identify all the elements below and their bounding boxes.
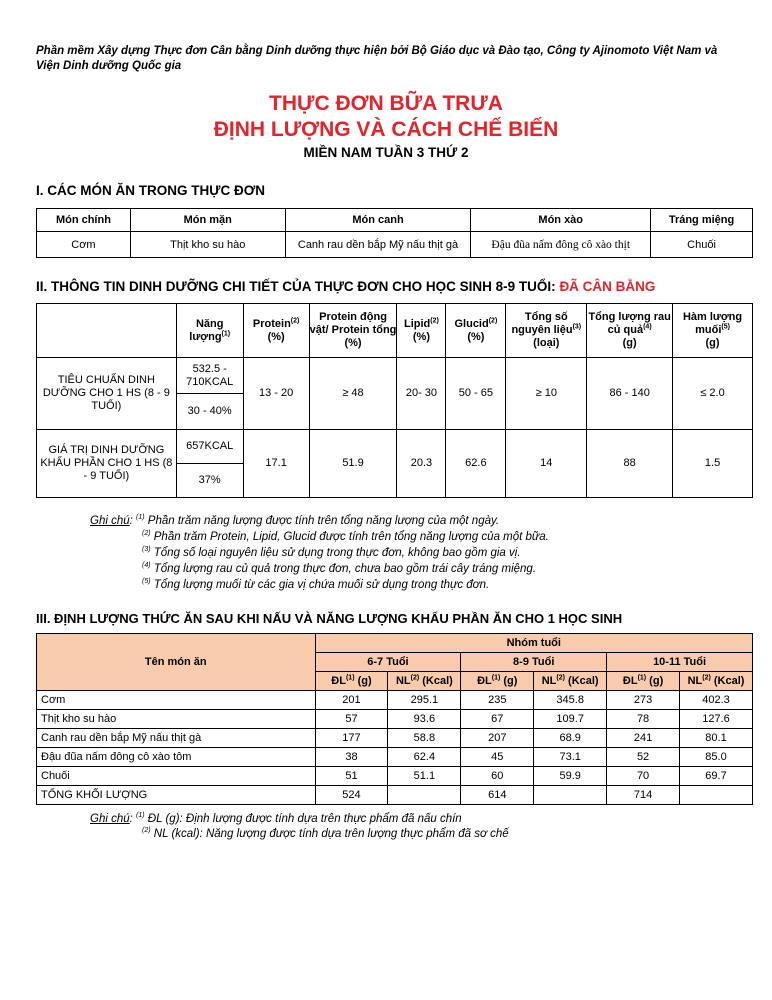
- table-cell: [388, 786, 461, 805]
- notes-label: Ghi chú: [90, 515, 130, 527]
- table-cell: 402.3: [680, 691, 753, 710]
- footnote-ref: (1): [345, 674, 355, 682]
- table-header-lipid: [397, 304, 446, 358]
- table-header: Món mặn: [130, 209, 285, 232]
- table-row: [37, 710, 753, 729]
- header-label: NL: [395, 675, 411, 687]
- table-header-row: [37, 634, 753, 653]
- table-cell: 109.7: [534, 710, 607, 729]
- table-cell: 714: [607, 786, 680, 805]
- table-cell: 67: [461, 710, 534, 729]
- header-unit: (%): [467, 330, 485, 343]
- column-header-dl: [607, 672, 680, 691]
- table-cell: Chuối: [651, 232, 753, 258]
- row-label-actual: GIÁ TRỊ DINH DƯỠNG KHẨU PHẦN CHO 1 HS (8 - 9 TUỔI): [37, 430, 177, 498]
- footnote-ref: (2): [410, 674, 420, 682]
- table-header-energy: [176, 304, 243, 358]
- header-unit: (%): [344, 337, 362, 349]
- table-cell: [680, 786, 753, 805]
- table-header-protein: [243, 304, 309, 358]
- table-header: Món canh: [285, 209, 471, 232]
- column-header-dl: [315, 672, 388, 691]
- table-cell: 30 - 40%: [176, 394, 243, 430]
- note-line: Ghi chú: $^{(1)}$ Phần trăm năng lượng được tính trên tổng năng lượng của một ngày.: [90, 514, 500, 527]
- table-header-ingredients: [506, 304, 587, 358]
- header-label: Glucid: [454, 317, 489, 330]
- header-label: NL: [541, 675, 557, 687]
- table-cell: 60: [461, 767, 534, 786]
- note-text: Phần trăm Protein, Lipid, Glucid được tính trên tổng năng lượng của một bữa.: [150, 531, 549, 543]
- note-line: [90, 827, 509, 842]
- footnote-ref: (2): [702, 674, 711, 682]
- table-cell: 45: [461, 748, 534, 767]
- empty-header: [37, 304, 177, 358]
- table-header: Tráng miệng: [651, 209, 753, 232]
- table-cell: 273: [607, 691, 680, 710]
- section1-heading: I. CÁC MÓN ĂN TRONG THỰC ĐƠN: [36, 183, 265, 198]
- header-unit: (g): [646, 675, 664, 687]
- footnote-ref: (2): [556, 674, 565, 682]
- header-unit: (Kcal): [419, 675, 453, 687]
- header-label: ĐL: [477, 675, 492, 687]
- header-note: Phần mềm Xây dựng Thực đơn Cân bằng Dinh dưỡng thực hiện bởi Bộ Giáo dục và Đào tạo, Công ty Ajinomoto Việt Nam và Viện Dinh dưỡng Quốc gia: [36, 45, 718, 72]
- header-label: Protein động vật/ Protein tổng: [309, 311, 397, 336]
- note-text: Tổng số loại nguyên liệu sử dụng trong thực đơn, không bao gồm gia vị.: [150, 547, 521, 559]
- age-group-6-7: 6-7 Tuổi: [315, 653, 461, 672]
- page-subtitle: MIỀN NAM TUẦN 3 THỨ 2: [303, 145, 469, 160]
- header-label: Tổng số nguyên liệu: [511, 311, 573, 336]
- note-line: [90, 545, 549, 561]
- table-cell: 52: [607, 748, 680, 767]
- table-cell: 345.8: [534, 691, 607, 710]
- table-header-dish: Tên món ăn: [37, 634, 316, 691]
- footnote-ref: (5): [142, 578, 151, 586]
- table-cell: 17.1: [243, 430, 309, 498]
- table-header: Món xào: [471, 209, 651, 232]
- table-header-salt: [673, 304, 753, 358]
- table-header-glucid: [446, 304, 506, 358]
- table-cell: 1.5: [673, 430, 753, 498]
- header-unit: (%): [412, 330, 430, 343]
- table-header-row: [37, 304, 753, 358]
- table-row: [37, 767, 753, 786]
- table-cell: 524: [315, 786, 388, 805]
- note-text: Tổng lượng muối từ các gia vị chứa muối sử dụng trong thực đơn.: [150, 579, 490, 591]
- footnote-ref: (3): [142, 546, 151, 554]
- header-label: Hàm lượng muối: [682, 311, 743, 336]
- table-row: [37, 729, 753, 748]
- footnote-ref: (5): [721, 323, 730, 331]
- table-cell: 235: [461, 691, 534, 710]
- note-line: Ghi chú: $^{(1)}$ ĐL (g): Định lượng được tính dựa trên thực phẩm đã nấu chín: [90, 812, 462, 825]
- table-cell: 20.3: [397, 430, 446, 498]
- age-group-8-9: 8-9 Tuổi: [461, 653, 607, 672]
- header-label: ĐL: [622, 675, 638, 687]
- header-label: Tổng lượng rau củ quả: [588, 311, 671, 336]
- dish-name: Canh rau dền bắp Mỹ nấu thịt gà: [37, 729, 316, 748]
- dishes-table: [36, 208, 753, 258]
- footnote-ref: (4): [142, 562, 151, 570]
- table-cell: 59.9: [534, 767, 607, 786]
- header-unit: (g): [354, 675, 372, 687]
- footnote-ref: (1): [136, 812, 145, 820]
- table-cell: 70: [607, 767, 680, 786]
- footnote-ref: (4): [643, 323, 652, 331]
- row-label-standard: TIÊU CHUẨN DINH DƯỠNG CHO 1 HS (8 - 9 TUỔI): [37, 358, 177, 430]
- table-row-actual: [37, 430, 753, 464]
- table-cell: ≥ 48: [309, 358, 397, 430]
- table-cell: 13 - 20: [243, 358, 309, 430]
- note-text: Phần trăm năng lượng được tính trên tổng năng lượng của một ngày.: [144, 515, 500, 527]
- quantity-table: [36, 633, 753, 805]
- note-line: [90, 577, 549, 593]
- age-group-10-11: 10-11 Tuổi: [607, 653, 753, 672]
- header-label: Protein: [252, 317, 291, 330]
- table-cell: 177: [315, 729, 388, 748]
- table-cell: 73.1: [534, 748, 607, 767]
- header-unit: (g): [622, 337, 637, 349]
- nutrition-table: [36, 303, 753, 498]
- table-cell: 657KCAL: [176, 430, 243, 464]
- column-header-nl: [680, 672, 753, 691]
- column-header-nl: [534, 672, 607, 691]
- table-cell: 93.6: [388, 710, 461, 729]
- table-cell: 20- 30: [397, 358, 446, 430]
- section3-notes: [90, 812, 509, 842]
- table-cell: ≥ 10: [506, 358, 587, 430]
- dish-name: Cơm: [37, 691, 316, 710]
- table-cell: 86 - 140: [587, 358, 673, 430]
- table-row: [37, 748, 753, 767]
- header-label: NL: [687, 675, 703, 687]
- balance-status: ĐÃ CÂN BẰNG: [559, 279, 656, 294]
- footnote-ref: (2): [142, 827, 151, 835]
- dish-name: Chuối: [37, 767, 316, 786]
- column-header-nl: [388, 672, 461, 691]
- table-cell: Đậu đũa nấm đông cô xào thịt: [471, 232, 651, 258]
- header-unit: (%): [267, 330, 285, 343]
- note-line: [90, 529, 549, 545]
- table-cell: 295.1: [388, 691, 461, 710]
- footnote-ref: (2): [142, 530, 151, 538]
- notes-label: Ghi chú: [90, 813, 130, 825]
- table-cell: 51.1: [388, 767, 461, 786]
- section2-heading-text: II. THÔNG TIN DINH DƯỠNG CHI TIẾT CỦA THỰC ĐƠN CHO HỌC SINH 8-9 TUỔI:: [36, 279, 560, 294]
- header-unit: (g): [705, 337, 720, 349]
- table-header-row: [37, 209, 753, 232]
- note-text: ĐL (g): Định lượng được tính dựa trên thực phẩm đã nấu chín: [144, 813, 462, 825]
- table-cell: 78: [607, 710, 680, 729]
- table-cell: 614: [461, 786, 534, 805]
- column-header-dl: [461, 672, 534, 691]
- header-unit: (Kcal): [710, 675, 745, 687]
- footnote-ref: (1): [637, 674, 647, 682]
- header-unit: (g): [500, 675, 518, 687]
- table-row-standard: [37, 358, 753, 394]
- table-cell: 68.9: [534, 729, 607, 748]
- header-label: Năng lượng: [189, 317, 224, 343]
- table-cell: 85.0: [680, 748, 753, 767]
- page-title: THỰC ĐƠN BỮA TRƯA: [269, 92, 503, 115]
- table-cell: 37%: [176, 464, 243, 498]
- table-cell: 51.9: [309, 430, 397, 498]
- table-cell: Canh rau dền bắp Mỹ nấu thịt gà: [285, 232, 471, 258]
- table-row: [37, 232, 753, 258]
- footnote-ref: (1): [491, 674, 501, 682]
- table-cell: 57: [315, 710, 388, 729]
- table-cell: 201: [315, 691, 388, 710]
- section2-heading: [36, 279, 655, 294]
- table-cell: Cơm: [37, 232, 131, 258]
- table-cell: 62.6: [446, 430, 506, 498]
- section2-notes: [90, 513, 549, 593]
- table-header: Món chính: [37, 209, 131, 232]
- dish-name: Đậu đũa nấm đông cô xào tôm: [37, 748, 316, 767]
- table-row-total: [37, 786, 753, 805]
- table-cell: 88: [587, 430, 673, 498]
- table-cell: 62.4: [388, 748, 461, 767]
- note-text: NL (kcal): Năng lượng được tính dựa trên lượng thực phẩm đã sơ chế: [150, 828, 509, 840]
- header-unit: (Kcal): [564, 675, 599, 687]
- table-header-veg: [587, 304, 673, 358]
- table-cell: 38: [315, 748, 388, 767]
- page-title-line2: ĐỊNH LƯỢNG VÀ CÁCH CHẾ BIẾN: [213, 118, 559, 141]
- table-row: [37, 691, 753, 710]
- note-line: [90, 561, 549, 577]
- table-cell: 207: [461, 729, 534, 748]
- table-cell: 51: [315, 767, 388, 786]
- table-cell: 532.5 - 710KCAL: [176, 358, 243, 394]
- footnote-ref: (1): [136, 514, 145, 522]
- table-cell: 58.8: [388, 729, 461, 748]
- header-unit: (loại): [533, 337, 560, 349]
- table-header-animal-protein: [309, 304, 397, 358]
- table-cell: [534, 786, 607, 805]
- footnote-ref: (2): [430, 316, 439, 324]
- table-cell: 241: [607, 729, 680, 748]
- table-cell: 80.1: [680, 729, 753, 748]
- table-header-age-group: Nhóm tuổi: [315, 634, 752, 653]
- footnote-ref: (2): [488, 316, 498, 324]
- table-cell: ≤ 2.0: [673, 358, 753, 430]
- footnote-ref: (2): [290, 316, 300, 324]
- note-text: Tổng lượng rau củ quả trong thực đơn, chưa bao gồm trái cây tráng miệng.: [150, 563, 537, 575]
- header-label: Lipid: [404, 317, 431, 330]
- dish-name: Thịt kho su hào: [37, 710, 316, 729]
- dish-name: TỔNG KHỐI LƯỢNG: [37, 786, 316, 805]
- table-cell: 50 - 65: [446, 358, 506, 430]
- table-cell: 14: [506, 430, 587, 498]
- table-cell: 127.6: [680, 710, 753, 729]
- table-cell: Thịt kho su hào: [130, 232, 285, 258]
- table-cell: 69.7: [680, 767, 753, 786]
- section3-heading: III. ĐỊNH LƯỢNG THỨC ĂN SAU KHI NẤU VÀ NĂNG LƯỢNG KHẨU PHẦN ĂN CHO 1 HỌC SINH: [36, 611, 623, 626]
- footnote-ref: (3): [572, 323, 582, 331]
- footnote-ref: (1): [221, 329, 231, 337]
- header-label: ĐL: [331, 675, 346, 687]
